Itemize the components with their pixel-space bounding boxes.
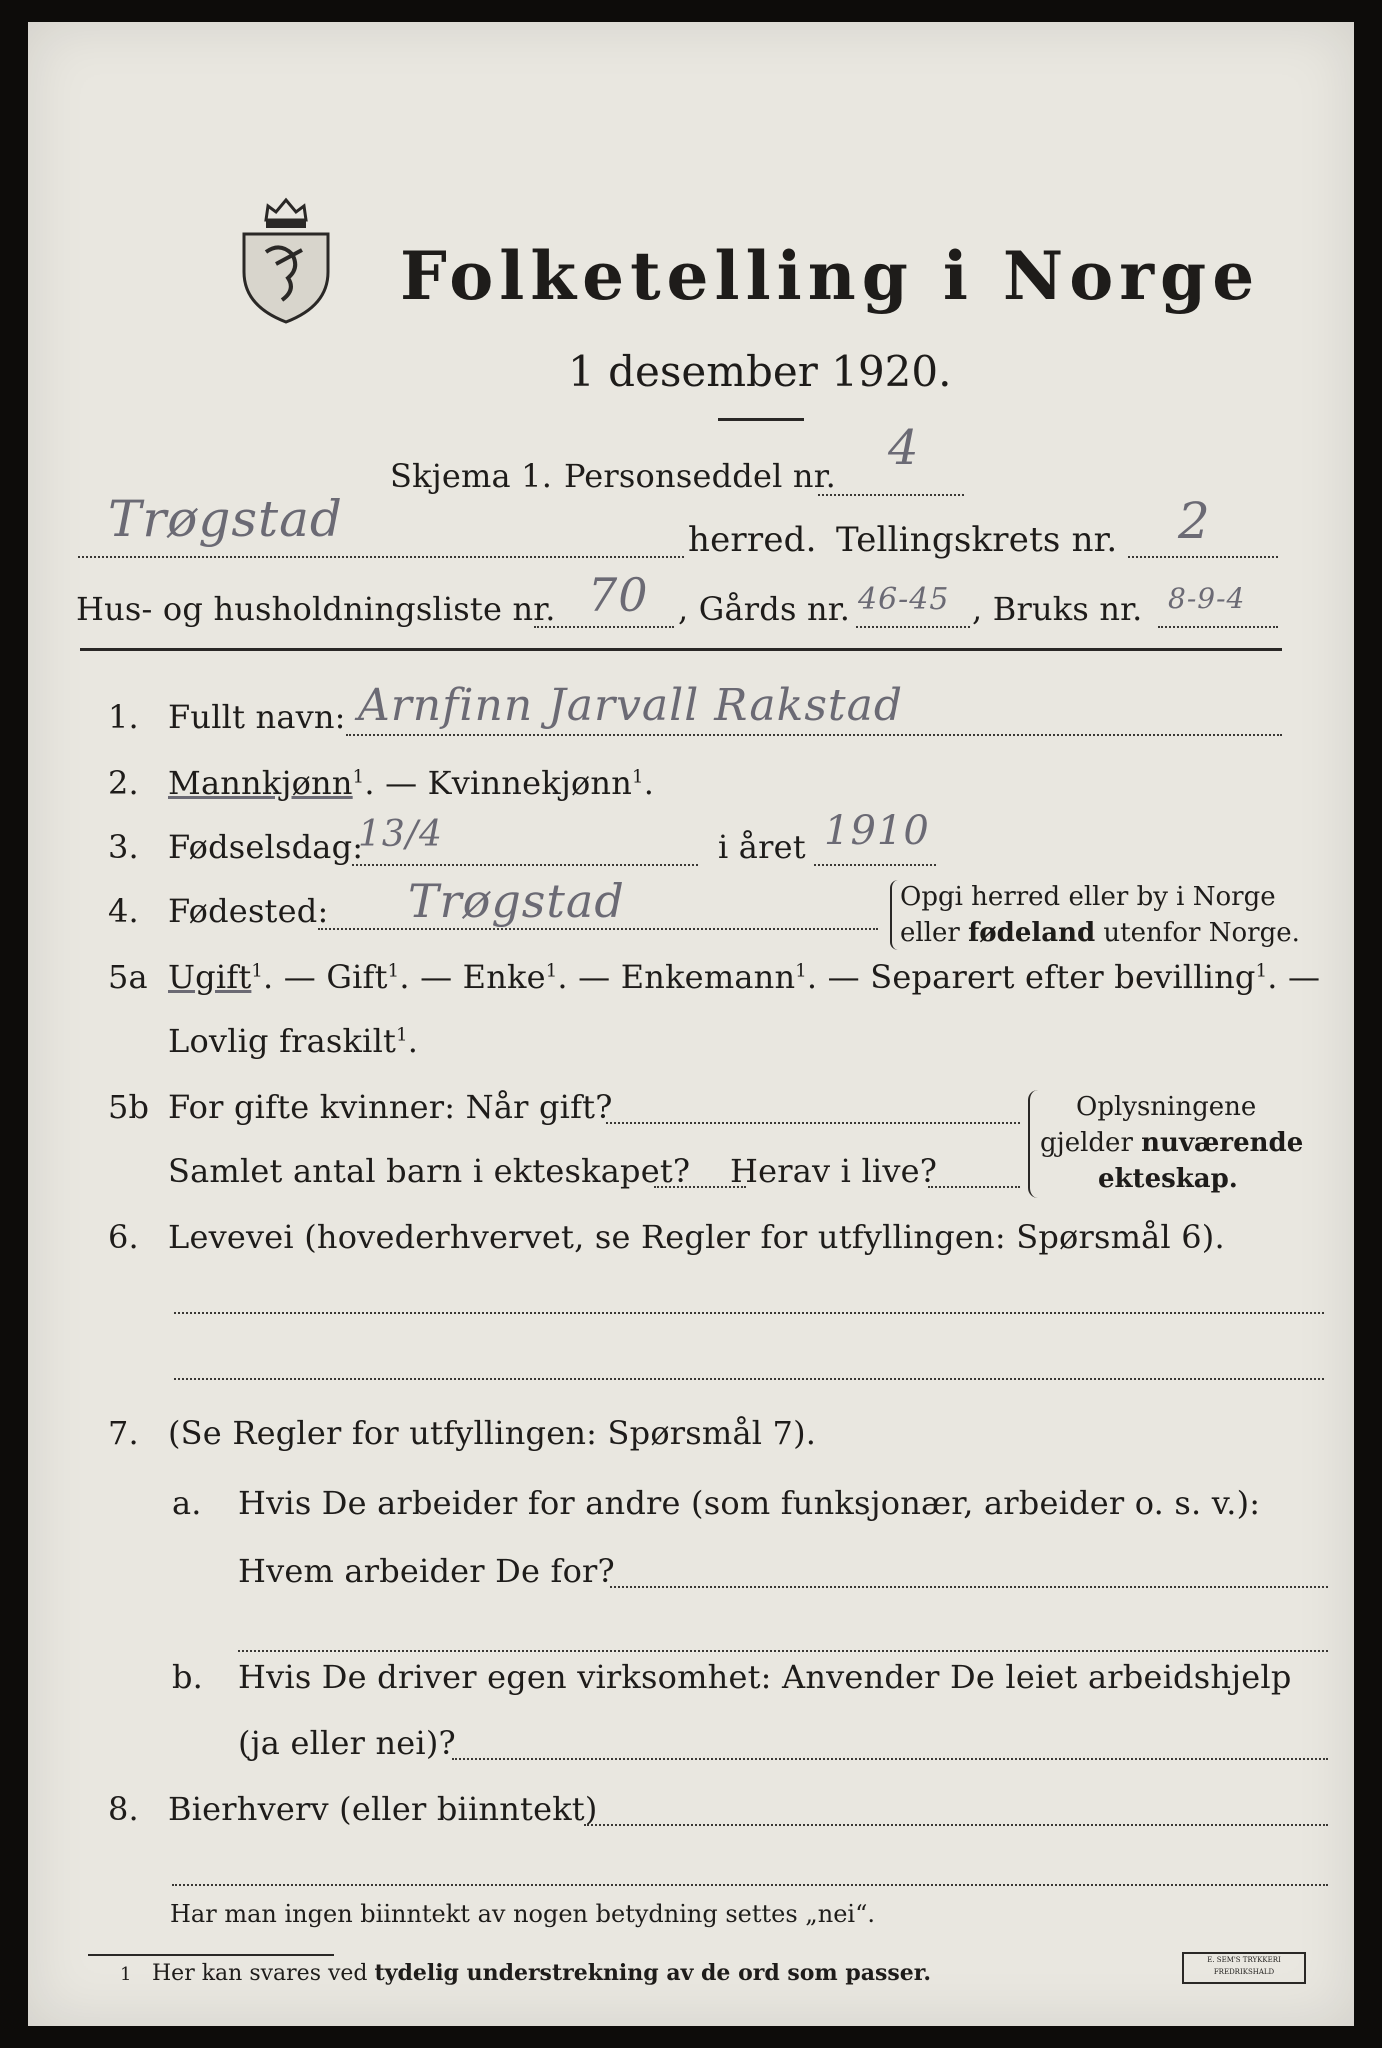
form-date: 1 desember 1920. <box>568 347 952 396</box>
birthplace-value[interactable]: Trøgstad <box>408 874 625 928</box>
q3-number: 3. <box>108 828 139 866</box>
husliste-line <box>534 626 674 628</box>
status-fraskilt-option[interactable]: Lovlig fraskilt$^1$. <box>168 1022 419 1060</box>
footnote-divider <box>88 1954 334 1956</box>
q8-line1 <box>584 1824 1328 1826</box>
q5b-alive-label: Herav i live? <box>730 1152 938 1190</box>
q5b-note-line1: Oplysningene <box>1076 1092 1257 1122</box>
q8-label: Bierhverv (eller biinntekt) <box>168 1790 598 1828</box>
gender-female-option[interactable]: Kvinnekjønn <box>427 764 633 802</box>
q5b-number: 5b <box>108 1088 150 1126</box>
q2-number: 2. <box>108 764 139 802</box>
tellingskrets-label: Tellingskrets nr. <box>836 520 1118 560</box>
q4-line <box>318 928 878 930</box>
tellingskrets-line <box>1128 556 1278 558</box>
status-gift-option[interactable]: . — Gift <box>263 958 388 996</box>
q5b-note-line3: ekteskap. <box>1098 1164 1238 1194</box>
header-divider <box>80 648 1282 651</box>
q5a-number: 5a <box>108 958 148 996</box>
q4-brace <box>890 880 898 950</box>
bruks-value[interactable]: 8-9-4 <box>1168 582 1246 615</box>
husliste-value[interactable]: 70 <box>588 568 649 622</box>
gards-value[interactable]: 46-45 <box>858 582 950 617</box>
q7a-employer-line <box>610 1586 1328 1588</box>
q7b-number: b. <box>172 1658 204 1696</box>
printer-stamp: E. SEM'S TRYKKERI FREDRIKSHALD <box>1182 1952 1306 1984</box>
q6-label: Levevei (hovederhvervet, se Regler for utfyllingen: Spørsmål 6). <box>168 1218 1225 1256</box>
footnote-text: Her kan svares ved tydelig understrekning av de ord som passer. <box>152 1960 932 1986</box>
status-enkemann-option[interactable]: . — Enkemann <box>557 958 796 996</box>
q7-number: 7. <box>108 1414 139 1452</box>
herred-label: herred. <box>688 520 817 560</box>
personseddel-line <box>818 494 964 496</box>
q5b-label: For gifte kvinner: Når gift? <box>168 1088 613 1126</box>
status-ugift-option[interactable]: Ugift <box>168 958 252 996</box>
q7a-employer-label: Hvem arbeider De for? <box>238 1552 615 1590</box>
q6-line2 <box>174 1378 1324 1380</box>
herred-line <box>78 556 684 558</box>
q1-number: 1. <box>108 698 139 736</box>
status-enke-option[interactable]: . — Enke <box>399 958 546 996</box>
q3-line <box>352 864 698 866</box>
q8-line2 <box>172 1884 1328 1886</box>
status-separert-option[interactable]: . — Separert efter bevilling <box>806 958 1256 996</box>
q7b-help-line <box>452 1758 1328 1760</box>
bruks-label: , Bruks nr. <box>972 590 1143 628</box>
herred-value[interactable]: Trøgstad <box>108 490 343 548</box>
q7a-line2 <box>238 1650 1328 1652</box>
q3-year-line <box>814 864 936 866</box>
gards-line <box>856 626 970 628</box>
bruks-line <box>1158 626 1278 628</box>
schema-label: Skjema 1. <box>390 457 553 495</box>
q6-number: 6. <box>108 1218 139 1256</box>
full-name-value[interactable]: Arnfinn Jarvall Rakstad <box>358 680 903 731</box>
personseddel-label: Personseddel nr. <box>564 457 837 495</box>
q4-note-line1: Opgi herred eller by i Norge <box>900 882 1276 912</box>
husliste-label: Hus- og husholdningsliste nr. <box>76 590 556 628</box>
q5b-children-label: Samlet antal barn i ekteskapet? <box>168 1152 691 1190</box>
q5b-alive-line <box>928 1186 1020 1188</box>
census-form <box>28 22 1354 2026</box>
form-title: Folketelling i Norge <box>400 237 1261 315</box>
q8-number: 8. <box>108 1790 139 1828</box>
gender-male-option[interactable]: Mannkjønn <box>168 764 353 802</box>
gards-label: , Gårds nr. <box>678 590 851 628</box>
q5b-note-line2: gjelder nuværende <box>1040 1128 1304 1158</box>
q7a-label: Hvis De arbeider for andre (som funksjonær, arbeider o. s. v.): <box>238 1484 1261 1522</box>
birthdate-value[interactable]: 13/4 <box>358 814 443 855</box>
personseddel-value[interactable]: 4 <box>888 420 920 476</box>
tellingskrets-value[interactable]: 2 <box>1178 492 1211 550</box>
q1-line <box>346 734 1282 736</box>
q7b-label: Hvis De driver egen virksomhet: Anvender De leiet arbeidshjelp <box>238 1658 1292 1696</box>
q4-note-line2: eller fødeland utenfor Norge. <box>900 918 1300 948</box>
birthyear-value[interactable]: 1910 <box>824 808 930 854</box>
q4-number: 4. <box>108 892 139 930</box>
q7-label: (Se Regler for utfyllingen: Spørsmål 7). <box>168 1414 817 1452</box>
footnote-mark: 1 <box>120 1964 132 1985</box>
q8-note: Har man ingen biinntekt av nogen betydning settes „nei“. <box>170 1900 875 1928</box>
q6-line1 <box>174 1312 1324 1314</box>
q5b-when-line <box>606 1122 1020 1124</box>
q3-label: Fødselsdag: <box>168 828 364 866</box>
q3-year-label: i året <box>718 828 806 866</box>
title-divider <box>718 418 804 421</box>
q5a-options: Ugift$^1$. — Gift$^1$. — Enke$^1$. — Enkemann$^1$. — Separert efter bevilling$^1$. — <box>168 958 1321 996</box>
q2-options: Mannkjønn$^1$. — Kvinnekjønn$^1$. <box>168 764 655 802</box>
q5b-brace <box>1028 1090 1038 1198</box>
q7b-help-label: (ja eller nei)? <box>238 1724 456 1762</box>
q4-label: Fødested: <box>168 892 329 930</box>
q7a-number: a. <box>172 1484 202 1522</box>
q1-label: Fullt navn: <box>168 698 346 736</box>
coat-of-arms-icon <box>236 182 336 324</box>
